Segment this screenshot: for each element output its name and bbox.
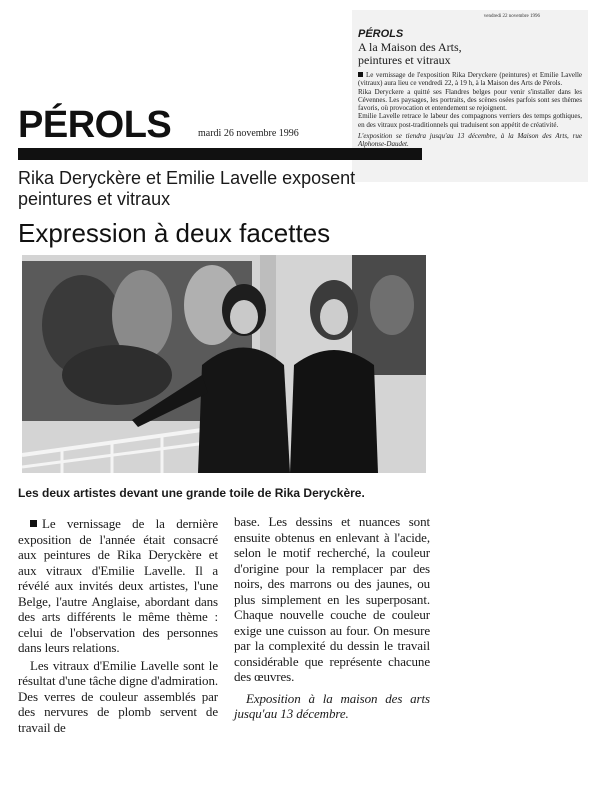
main-town-title: PÉROLS bbox=[18, 104, 172, 146]
artists-photo bbox=[22, 255, 426, 473]
small-clipping-town: PÉROLS bbox=[358, 28, 404, 40]
main-headline: Expression à deux facettes bbox=[18, 218, 331, 248]
photo-caption: Les deux artistes devant une grande toile de Rika Deryckère. bbox=[18, 486, 365, 500]
article-paragraph-3: base. Les dessins et nuances sont ensuite obtenus en enlevant à l'acide, selon le motif recherché, la couleur d'origine pour la remplacer par des noirs, des marrons ou des jaunes, ou plus simplement en les superposant. Chaque nouvelle couche de couleur exige une cuisson au four. On mesure par la complexité du dessin le travail considérable que représente chacune des œuvres. bbox=[234, 514, 430, 684]
main-date: mardi 26 novembre 1996 bbox=[198, 128, 299, 139]
small-clipping-headline-line-2: peintures et vitraux bbox=[358, 53, 451, 67]
small-clipping-para-1 bbox=[358, 71, 582, 88]
small-clipping-body bbox=[358, 71, 582, 129]
small-clipping-note: L'exposition se tiendra jusqu'au 13 décembre, à la Maison des Arts, rue Alphonse-Daudet. bbox=[358, 132, 582, 149]
bullet-square-icon bbox=[30, 520, 37, 527]
main-subtitle: Rika Deryckère et Emilie Lavelle exposent peintures et vitraux bbox=[18, 168, 356, 209]
small-clipping-headline bbox=[358, 41, 582, 67]
small-clipping-para-2: Rika Deryckere a quitté ses Flandres belges pour venir s'installer dans les Cévennes. Les paysages, les portraits, des scènes osées parfois sont ses thèmes favoris, où provocation et entendement se rejoignent. bbox=[358, 87, 582, 113]
article-paragraph-1-text: Le vernissage de la dernière exposition de l'année était consacré aux peintures de Rika Deryckère et aux vitraux d'Emilie Lavelle. Il a révélé aux invités deux artistes, l'une Belge, l'autre Anglaise, abordant dans des arts différents le même thème : celui de l'observation des personnes dans leurs relations. bbox=[18, 516, 218, 655]
article-paragraph-1 bbox=[18, 516, 218, 656]
small-clipping-headline-line-1: A la Maison des Arts, bbox=[358, 40, 462, 54]
article-paragraph-2: Les vitraux d'Emilie Lavelle sont le résultat d'une tâche digne d'admiration. Des verres de couleur assemblés par des nervures de plomb servent de travail de bbox=[18, 657, 218, 735]
header-rule-bar bbox=[18, 148, 422, 160]
artists-photo-illustration bbox=[22, 255, 426, 473]
article-column-left bbox=[18, 516, 218, 735]
small-clipping-para-3: Emilie Lavelle retrace le labeur des compagnons verriers des temps gothiques, en des vitraux post-traditionnels qui traduisent son appétit de créativité. bbox=[358, 112, 582, 129]
bullet-square-icon bbox=[358, 72, 363, 77]
article-exhibition-note: Exposition à la maison des arts jusqu'au 13 décembre. bbox=[234, 690, 430, 721]
small-clipping-para-1-text: Le vernissage de l'exposition Rika Deryckere (peintures) et Emilie Lavelle (vitraux) aura lieu ce vendredi 22, à 19 h, à la Maison des Arts de Pérols. bbox=[358, 71, 582, 88]
article-column-right bbox=[234, 514, 430, 722]
small-clipping-date: vendredi 22 novembre 1996 bbox=[483, 14, 540, 19]
